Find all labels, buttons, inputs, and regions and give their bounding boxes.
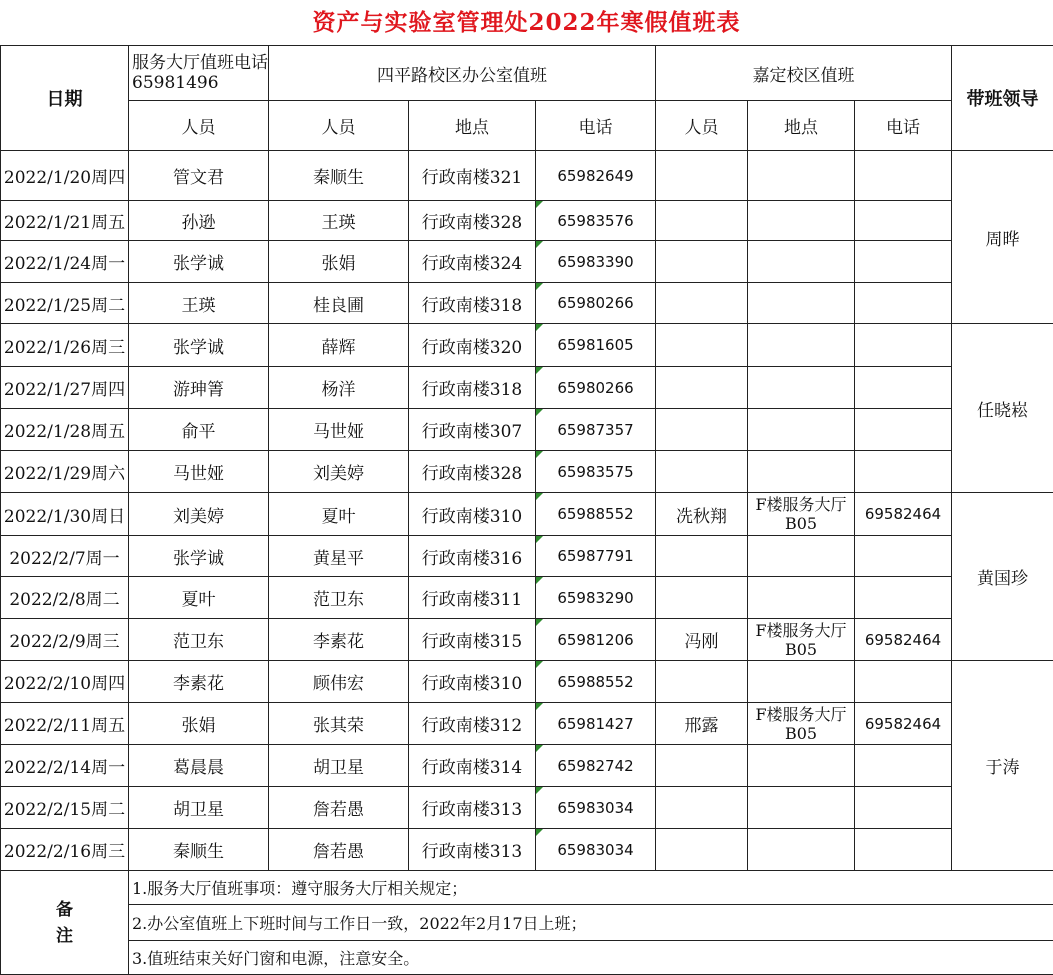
notes-row bbox=[1, 941, 1053, 975]
date-cell: 2022/2/9周三 bbox=[1, 619, 129, 661]
hall-person-cell: 王瑛 bbox=[129, 283, 269, 324]
siping-person-cell: 范卫东 bbox=[269, 577, 409, 619]
header-jiading: 嘉定校区值班 bbox=[656, 46, 952, 101]
header-jiading-phone: 电话 bbox=[855, 101, 952, 151]
header-row-1 bbox=[1, 46, 1053, 101]
siping-phone-cell: 65981206 bbox=[536, 619, 656, 661]
jiading-person-cell bbox=[656, 409, 748, 451]
jiading-phone-cell bbox=[855, 745, 952, 787]
table-row bbox=[1, 577, 1053, 619]
notes-row bbox=[1, 871, 1053, 905]
notes-row bbox=[1, 905, 1053, 941]
note-item: 1.服务大厅值班事项：遵守服务大厅相关规定； bbox=[129, 871, 1053, 905]
jiading-person-cell bbox=[656, 324, 748, 367]
notes-label-text: 备注 bbox=[56, 899, 73, 946]
siping-phone-cell: 65980266 bbox=[536, 367, 656, 409]
jiading-person-cell bbox=[656, 367, 748, 409]
siping-person-cell: 杨洋 bbox=[269, 367, 409, 409]
siping-location-cell: 行政南楼313 bbox=[409, 829, 536, 871]
siping-phone-cell: 65983575 bbox=[536, 451, 656, 493]
table-row bbox=[1, 367, 1053, 409]
date-cell: 2022/1/20周四 bbox=[1, 151, 129, 201]
jiading-location-cell: F楼服务大厅B05 bbox=[748, 493, 855, 536]
siping-person-cell: 夏叶 bbox=[269, 493, 409, 536]
table-row bbox=[1, 661, 1053, 703]
note-item: 3.值班结束关好门窗和电源，注意安全。 bbox=[129, 941, 1053, 975]
siping-phone-cell: 65983576 bbox=[536, 201, 656, 241]
jiading-location-cell bbox=[748, 201, 855, 241]
jiading-person-cell bbox=[656, 829, 748, 871]
date-cell: 2022/1/21周五 bbox=[1, 201, 129, 241]
jiading-location-cell bbox=[748, 151, 855, 201]
siping-person-cell: 张其荣 bbox=[269, 703, 409, 745]
jiading-phone-cell bbox=[855, 829, 952, 871]
hall-person-cell: 游珅箐 bbox=[129, 367, 269, 409]
hall-person-cell: 俞平 bbox=[129, 409, 269, 451]
jiading-phone-cell bbox=[855, 536, 952, 577]
siping-location-cell: 行政南楼313 bbox=[409, 787, 536, 829]
jiading-location-cell bbox=[748, 577, 855, 619]
table-row bbox=[1, 536, 1053, 577]
jiading-location-cell: F楼服务大厅B05 bbox=[748, 619, 855, 661]
table-row bbox=[1, 151, 1053, 201]
header-siping-person: 人员 bbox=[269, 101, 409, 151]
jiading-location-cell bbox=[748, 829, 855, 871]
siping-person-cell: 马世娅 bbox=[269, 409, 409, 451]
header-hall-person: 人员 bbox=[129, 101, 269, 151]
date-cell: 2022/2/7周一 bbox=[1, 536, 129, 577]
siping-phone-cell: 65982742 bbox=[536, 745, 656, 787]
jiading-phone-cell bbox=[855, 283, 952, 324]
jiading-location-cell bbox=[748, 451, 855, 493]
siping-phone-cell: 65981605 bbox=[536, 324, 656, 367]
siping-location-cell: 行政南楼312 bbox=[409, 703, 536, 745]
hall-person-cell: 张学诚 bbox=[129, 241, 269, 283]
siping-location-cell: 行政南楼321 bbox=[409, 151, 536, 201]
date-cell: 2022/1/30周日 bbox=[1, 493, 129, 536]
siping-location-cell: 行政南楼314 bbox=[409, 745, 536, 787]
table-row bbox=[1, 324, 1053, 367]
jiading-person-cell bbox=[656, 151, 748, 201]
header-jiading-location: 地点 bbox=[748, 101, 855, 151]
jiading-location-cell bbox=[748, 787, 855, 829]
siping-location-cell: 行政南楼316 bbox=[409, 536, 536, 577]
siping-location-cell: 行政南楼318 bbox=[409, 283, 536, 324]
table-body bbox=[1, 46, 1053, 975]
jiading-phone-cell bbox=[855, 241, 952, 283]
table-row bbox=[1, 241, 1053, 283]
siping-location-cell: 行政南楼315 bbox=[409, 619, 536, 661]
siping-phone-cell: 65987791 bbox=[536, 536, 656, 577]
jiading-location-cell bbox=[748, 241, 855, 283]
table-row bbox=[1, 283, 1053, 324]
leader-cell: 于涛 bbox=[952, 661, 1053, 871]
jiading-phone-cell bbox=[855, 787, 952, 829]
siping-person-cell: 胡卫星 bbox=[269, 745, 409, 787]
jiading-location-cell bbox=[748, 283, 855, 324]
siping-phone-cell: 65980266 bbox=[536, 283, 656, 324]
date-cell: 2022/1/25周二 bbox=[1, 283, 129, 324]
header-service-hall: 服务大厅值班电话65981496 bbox=[129, 46, 269, 101]
jiading-person-cell bbox=[656, 451, 748, 493]
siping-location-cell: 行政南楼320 bbox=[409, 324, 536, 367]
hall-person-cell: 张学诚 bbox=[129, 536, 269, 577]
date-cell: 2022/1/29周六 bbox=[1, 451, 129, 493]
table-row bbox=[1, 745, 1053, 787]
siping-person-cell: 桂良圃 bbox=[269, 283, 409, 324]
siping-phone-cell: 65983390 bbox=[536, 241, 656, 283]
hall-person-cell: 张学诚 bbox=[129, 324, 269, 367]
table-row bbox=[1, 703, 1053, 745]
jiading-person-cell bbox=[656, 536, 748, 577]
leader-cell: 黄国珍 bbox=[952, 493, 1053, 661]
siping-location-cell: 行政南楼310 bbox=[409, 493, 536, 536]
siping-location-cell: 行政南楼324 bbox=[409, 241, 536, 283]
hall-person-cell: 夏叶 bbox=[129, 577, 269, 619]
siping-phone-cell: 65983034 bbox=[536, 829, 656, 871]
jiading-location-cell bbox=[748, 745, 855, 787]
siping-phone-cell: 65983290 bbox=[536, 577, 656, 619]
hall-person-cell: 李素花 bbox=[129, 661, 269, 703]
table-row bbox=[1, 201, 1053, 241]
jiading-phone-cell bbox=[855, 409, 952, 451]
date-cell: 2022/1/24周一 bbox=[1, 241, 129, 283]
jiading-phone-cell bbox=[855, 661, 952, 703]
hall-person-cell: 刘美婷 bbox=[129, 493, 269, 536]
table-row bbox=[1, 451, 1053, 493]
leader-cell: 周晔 bbox=[952, 151, 1053, 324]
jiading-location-cell bbox=[748, 367, 855, 409]
table-row bbox=[1, 787, 1053, 829]
siping-phone-cell: 65983034 bbox=[536, 787, 656, 829]
date-cell: 2022/2/10周四 bbox=[1, 661, 129, 703]
jiading-person-cell bbox=[656, 283, 748, 324]
siping-person-cell: 刘美婷 bbox=[269, 451, 409, 493]
header-row-2 bbox=[1, 101, 1053, 151]
hall-person-cell: 胡卫星 bbox=[129, 787, 269, 829]
siping-person-cell: 李素花 bbox=[269, 619, 409, 661]
jiading-phone-cell bbox=[855, 577, 952, 619]
siping-location-cell: 行政南楼328 bbox=[409, 451, 536, 493]
date-cell: 2022/1/28周五 bbox=[1, 409, 129, 451]
hall-person-cell: 葛晨晨 bbox=[129, 745, 269, 787]
date-cell: 2022/2/15周二 bbox=[1, 787, 129, 829]
jiading-person-cell: 冼秋翔 bbox=[656, 493, 748, 536]
siping-person-cell: 王瑛 bbox=[269, 201, 409, 241]
hall-person-cell: 马世娅 bbox=[129, 451, 269, 493]
jiading-person-cell bbox=[656, 661, 748, 703]
siping-phone-cell: 65988552 bbox=[536, 493, 656, 536]
siping-person-cell: 顾伟宏 bbox=[269, 661, 409, 703]
jiading-person-cell bbox=[656, 241, 748, 283]
jiading-phone-cell bbox=[855, 151, 952, 201]
hall-person-cell: 范卫东 bbox=[129, 619, 269, 661]
jiading-phone-cell bbox=[855, 324, 952, 367]
jiading-location-cell bbox=[748, 661, 855, 703]
jiading-location-cell: F楼服务大厅B05 bbox=[748, 703, 855, 745]
header-siping-phone: 电话 bbox=[536, 101, 656, 151]
jiading-phone-cell: 69582464 bbox=[855, 619, 952, 661]
siping-person-cell: 黄星平 bbox=[269, 536, 409, 577]
date-cell: 2022/2/14周一 bbox=[1, 745, 129, 787]
jiading-phone-cell bbox=[855, 367, 952, 409]
hall-person-cell: 秦顺生 bbox=[129, 829, 269, 871]
siping-person-cell: 詹若愚 bbox=[269, 787, 409, 829]
siping-person-cell: 詹若愚 bbox=[269, 829, 409, 871]
siping-phone-cell: 65982649 bbox=[536, 151, 656, 201]
date-cell: 2022/2/16周三 bbox=[1, 829, 129, 871]
duty-table bbox=[0, 45, 1053, 975]
siping-phone-cell: 65981427 bbox=[536, 703, 656, 745]
date-cell: 2022/2/8周二 bbox=[1, 577, 129, 619]
jiading-location-cell bbox=[748, 324, 855, 367]
notes-label bbox=[1, 871, 129, 975]
jiading-phone-cell: 69582464 bbox=[855, 493, 952, 536]
siping-phone-cell: 65987357 bbox=[536, 409, 656, 451]
jiading-person-cell bbox=[656, 201, 748, 241]
header-leader: 带班领导 bbox=[952, 46, 1053, 151]
siping-person-cell: 秦顺生 bbox=[269, 151, 409, 201]
jiading-person-cell bbox=[656, 787, 748, 829]
siping-person-cell: 薛辉 bbox=[269, 324, 409, 367]
table-row bbox=[1, 619, 1053, 661]
header-jiading-person: 人员 bbox=[656, 101, 748, 151]
jiading-person-cell bbox=[656, 577, 748, 619]
siping-location-cell: 行政南楼318 bbox=[409, 367, 536, 409]
siping-phone-cell: 65988552 bbox=[536, 661, 656, 703]
table-row bbox=[1, 829, 1053, 871]
date-cell: 2022/1/26周三 bbox=[1, 324, 129, 367]
jiading-location-cell bbox=[748, 409, 855, 451]
siping-person-cell: 张娟 bbox=[269, 241, 409, 283]
hall-person-cell: 孙逊 bbox=[129, 201, 269, 241]
siping-location-cell: 行政南楼310 bbox=[409, 661, 536, 703]
header-siping-location: 地点 bbox=[409, 101, 536, 151]
table-row bbox=[1, 409, 1053, 451]
hall-person-cell: 张娟 bbox=[129, 703, 269, 745]
date-cell: 2022/1/27周四 bbox=[1, 367, 129, 409]
siping-location-cell: 行政南楼311 bbox=[409, 577, 536, 619]
header-date: 日期 bbox=[1, 46, 129, 151]
leader-cell: 任晓崧 bbox=[952, 324, 1053, 493]
page-title: 资产与实验室管理处2022年寒假值班表 bbox=[312, 9, 741, 36]
hall-person-cell: 管文君 bbox=[129, 151, 269, 201]
jiading-person-cell: 冯刚 bbox=[656, 619, 748, 661]
table-row bbox=[1, 493, 1053, 536]
jiading-phone-cell bbox=[855, 201, 952, 241]
jiading-location-cell bbox=[748, 536, 855, 577]
jiading-person-cell bbox=[656, 745, 748, 787]
header-siping: 四平路校区办公室值班 bbox=[269, 46, 656, 101]
siping-location-cell: 行政南楼307 bbox=[409, 409, 536, 451]
jiading-phone-cell: 69582464 bbox=[855, 703, 952, 745]
jiading-phone-cell bbox=[855, 451, 952, 493]
note-item: 2.办公室值班上下班时间与工作日一致，2022年2月17日上班； bbox=[129, 905, 1053, 941]
siping-location-cell: 行政南楼328 bbox=[409, 201, 536, 241]
jiading-person-cell: 邢露 bbox=[656, 703, 748, 745]
date-cell: 2022/2/11周五 bbox=[1, 703, 129, 745]
